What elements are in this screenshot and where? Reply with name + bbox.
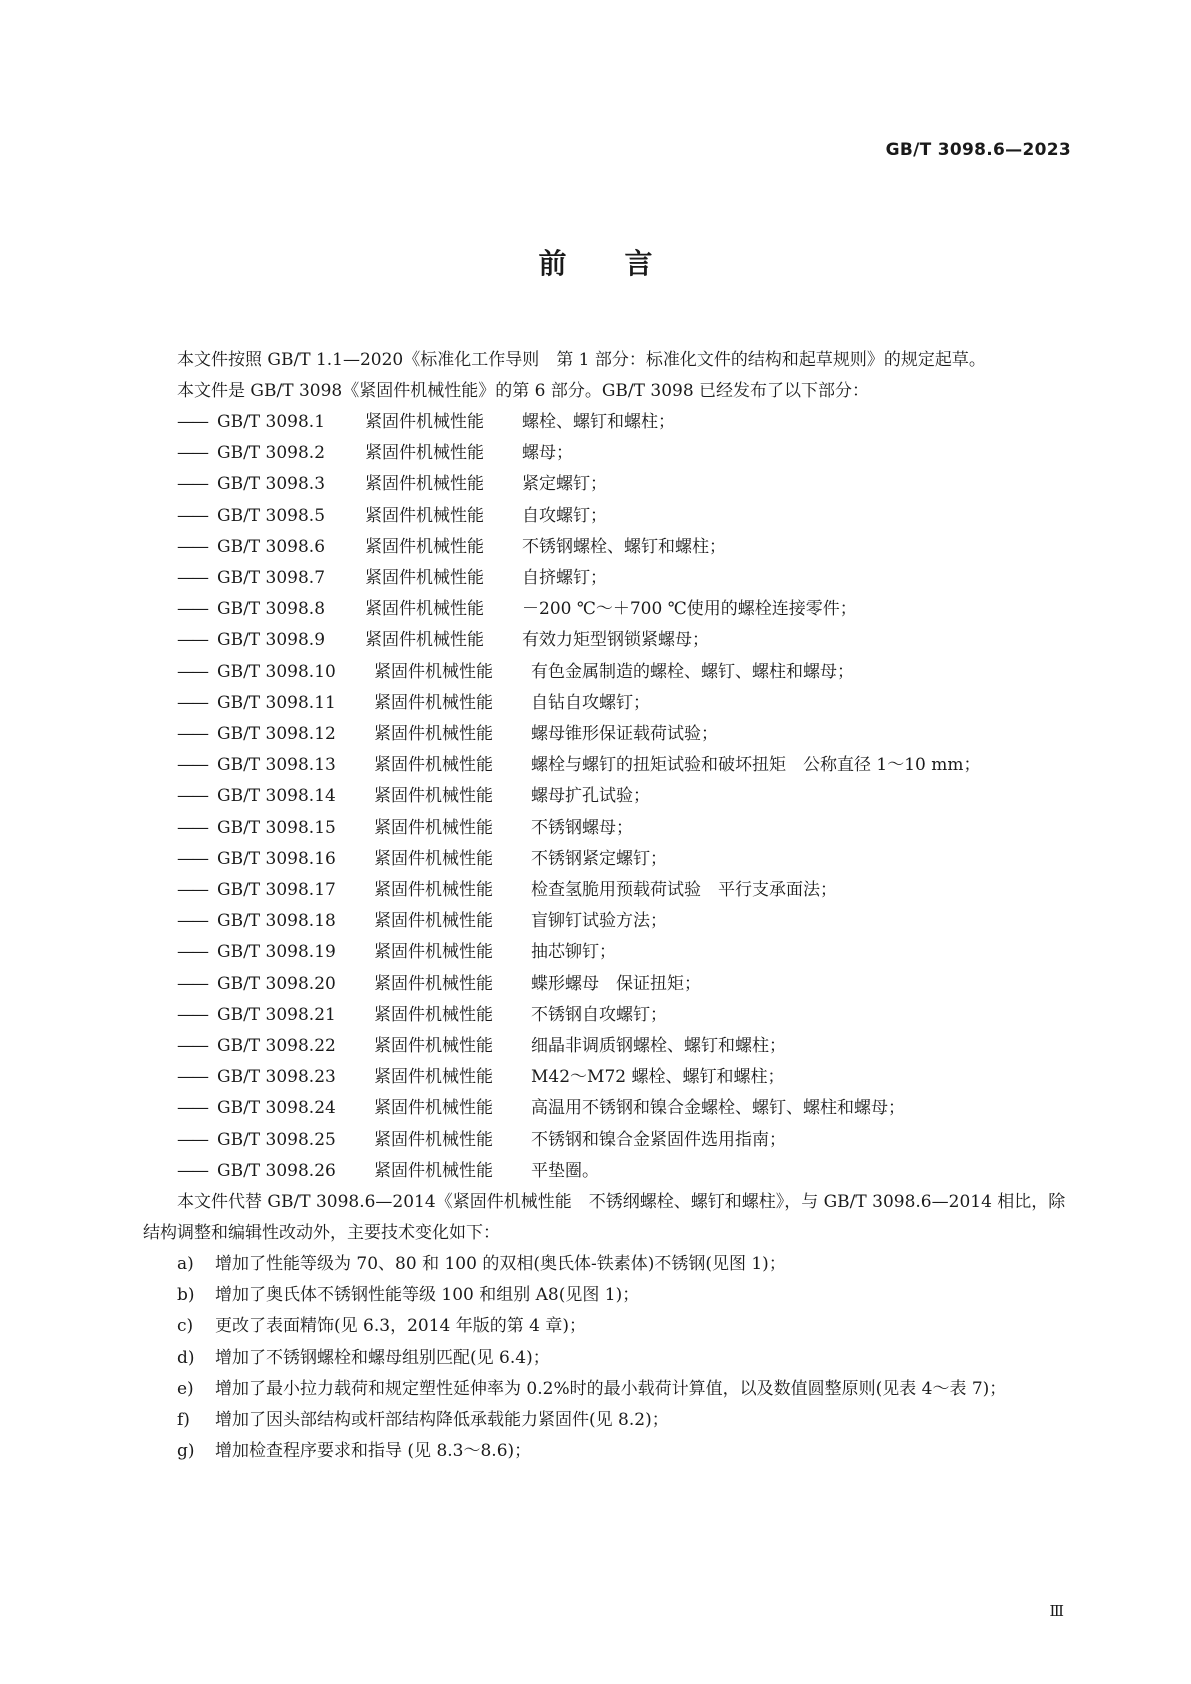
standard-part-code: GB/T 3098.5 bbox=[217, 505, 326, 526]
standard-part-code: GB/T 3098.18 bbox=[217, 911, 336, 932]
list-dash: —— bbox=[177, 661, 207, 682]
list-dash: —— bbox=[177, 443, 207, 464]
part-title: 细晶非调质钢螺栓、螺钉和螺柱； bbox=[531, 1036, 786, 1057]
part-title: 自钻自攻螺钉； bbox=[531, 692, 650, 713]
list-item bbox=[143, 532, 1068, 563]
part-category: 紧固件机械性能 bbox=[365, 599, 484, 620]
part-category: 紧固件机械性能 bbox=[365, 474, 484, 495]
list-dash: —— bbox=[177, 474, 207, 495]
list-item bbox=[143, 594, 1068, 625]
standard-part-code: GB/T 3098.23 bbox=[217, 1067, 336, 1088]
list-item bbox=[143, 1280, 1068, 1311]
change-label: b) bbox=[177, 1285, 195, 1306]
part-title: 螺母扩孔试验； bbox=[531, 786, 650, 807]
part-category: 紧固件机械性能 bbox=[374, 661, 493, 682]
part-title: 螺母； bbox=[522, 443, 573, 464]
standard-part-code: GB/T 3098.12 bbox=[217, 724, 336, 745]
part-category: 紧固件机械性能 bbox=[374, 1129, 493, 1150]
standard-part-code: GB/T 3098.22 bbox=[217, 1036, 336, 1057]
part-title: 不锈钢自攻螺钉； bbox=[531, 1004, 667, 1025]
list-dash: —— bbox=[177, 880, 207, 901]
part-category: 紧固件机械性能 bbox=[374, 1036, 493, 1057]
list-item bbox=[143, 813, 1068, 844]
part-category: 紧固件机械性能 bbox=[374, 724, 493, 745]
part-title: 不锈钢紧定螺钉； bbox=[531, 848, 667, 869]
change-text: 增加了不锈钢螺栓和螺母组别匹配(见 6.4)； bbox=[215, 1347, 550, 1368]
part-title: M42～M72 螺栓、螺钉和螺柱； bbox=[531, 1067, 785, 1088]
part-title: 平垫圈。 bbox=[531, 1160, 599, 1181]
standard-part-code: GB/T 3098.3 bbox=[217, 474, 326, 495]
change-text: 增加了性能等级为 70、80 和 100 的双相(奥氏体-铁素体)不锈钢(见图 1)； bbox=[215, 1254, 786, 1275]
standard-part-code: GB/T 3098.10 bbox=[217, 661, 336, 682]
part-category: 紧固件机械性能 bbox=[374, 817, 493, 838]
list-item bbox=[143, 937, 1068, 968]
part-title: 螺母锥形保证载荷试验； bbox=[531, 724, 718, 745]
part-title: 自挤螺钉； bbox=[522, 568, 607, 589]
part-title: 有效力矩型钢锁紧螺母； bbox=[522, 630, 709, 651]
standard-part-code: GB/T 3098.16 bbox=[217, 848, 336, 869]
part-category: 紧固件机械性能 bbox=[365, 568, 484, 589]
list-item bbox=[143, 438, 1068, 469]
list-dash: —— bbox=[177, 942, 207, 963]
change-label: d) bbox=[177, 1347, 195, 1368]
list-dash: —— bbox=[177, 505, 207, 526]
part-category: 紧固件机械性能 bbox=[374, 692, 493, 713]
part-category: 紧固件机械性能 bbox=[374, 1160, 493, 1181]
change-label: f) bbox=[177, 1410, 190, 1431]
list-item bbox=[143, 1343, 1068, 1374]
part-category: 紧固件机械性能 bbox=[365, 505, 484, 526]
part-title: 不锈钢螺栓、螺钉和螺柱； bbox=[522, 536, 726, 557]
list-item bbox=[143, 1249, 1068, 1280]
standard-part-code: GB/T 3098.14 bbox=[217, 786, 336, 807]
list-dash: —— bbox=[177, 630, 207, 651]
part-title: 高温用不锈钢和镍合金螺栓、螺钉、螺柱和螺母； bbox=[531, 1098, 905, 1119]
part-category: 紧固件机械性能 bbox=[374, 848, 493, 869]
standard-part-code: GB/T 3098.21 bbox=[217, 1004, 336, 1025]
list-item bbox=[143, 1374, 1068, 1405]
standard-part-code: GB/T 3098.15 bbox=[217, 817, 336, 838]
part-title: 紧定螺钉； bbox=[522, 474, 607, 495]
part-category: 紧固件机械性能 bbox=[374, 880, 493, 901]
standard-part-code: GB/T 3098.26 bbox=[217, 1160, 336, 1181]
list-dash: —— bbox=[177, 412, 207, 432]
list-item bbox=[143, 1436, 1068, 1467]
standard-code: GB/T 3098.6—2023 bbox=[885, 140, 1071, 160]
list-item bbox=[143, 1062, 1068, 1093]
changes-list bbox=[143, 1249, 1068, 1467]
list-dash: —— bbox=[177, 1098, 207, 1119]
standard-part-code: GB/T 3098.11 bbox=[217, 692, 336, 713]
change-text: 增加了最小拉力载荷和规定塑性延伸率为 0.2%时的最小载荷计算值，以及数值圆整原则(见表 4～表 7)； bbox=[215, 1378, 1007, 1399]
standard-part-code: GB/T 3098.6 bbox=[217, 536, 326, 557]
list-item bbox=[143, 469, 1068, 500]
part-category: 紧固件机械性能 bbox=[365, 630, 484, 651]
change-label: c) bbox=[177, 1316, 194, 1337]
part-title: 不锈钢和镍合金紧固件选用指南； bbox=[531, 1129, 786, 1150]
replacement-paragraph: 本文件代替 GB/T 3098.6—2014《紧固件机械性能 不锈纲螺栓、螺钉和螺柱》，与 GB/T 3098.6—2014 相比，除结构调整和编辑性改动外，主要技术变化如下： bbox=[143, 1192, 1066, 1244]
list-dash: —— bbox=[177, 536, 207, 557]
list-dash: —— bbox=[177, 848, 207, 869]
page-title: 前言 bbox=[538, 247, 711, 280]
standard-part-code: GB/T 3098.20 bbox=[217, 973, 336, 994]
change-text: 更改了表面精饰(见 6.3，2014 年版的第 4 章)； bbox=[215, 1316, 586, 1337]
list-item bbox=[143, 719, 1068, 750]
parts-list bbox=[143, 407, 1068, 1187]
list-dash: —— bbox=[177, 1129, 207, 1150]
list-dash: —— bbox=[177, 1004, 207, 1025]
list-dash: —— bbox=[177, 1067, 207, 1088]
change-label: g) bbox=[177, 1441, 195, 1462]
list-item bbox=[143, 969, 1068, 1000]
list-item bbox=[143, 407, 1068, 438]
part-category: 紧固件机械性能 bbox=[374, 911, 493, 932]
list-item bbox=[143, 1125, 1068, 1156]
list-item bbox=[143, 906, 1068, 937]
standard-part-code: GB/T 3098.1 bbox=[217, 412, 326, 432]
change-text: 增加了因头部结构或杆部结构降低承载能力紧固件(见 8.2)； bbox=[215, 1410, 669, 1431]
standard-part-code: GB/T 3098.9 bbox=[217, 630, 326, 651]
list-item bbox=[143, 875, 1068, 906]
standard-part-code: GB/T 3098.7 bbox=[217, 568, 326, 589]
page-number: Ⅲ bbox=[1049, 1602, 1064, 1620]
intro-paragraph-1: 本文件按照 GB/T 1.1—2020《标准化工作导则 第 1 部分：标准化文件的结构和起草规则》的规定起草。 bbox=[177, 350, 986, 370]
list-item bbox=[143, 1405, 1068, 1436]
part-title: 抽芯铆钉； bbox=[531, 942, 616, 963]
standard-part-code: GB/T 3098.17 bbox=[217, 880, 336, 901]
change-text: 增加检查程序要求和指导 (见 8.3～8.6)； bbox=[215, 1441, 532, 1462]
list-item bbox=[143, 1000, 1068, 1031]
list-dash: —— bbox=[177, 973, 207, 994]
standard-part-code: GB/T 3098.13 bbox=[217, 755, 336, 776]
list-dash: —— bbox=[177, 568, 207, 589]
part-category: 紧固件机械性能 bbox=[374, 942, 493, 963]
part-title: 蝶形螺母 保证扭矩； bbox=[531, 973, 701, 994]
part-title: 自攻螺钉； bbox=[522, 505, 607, 526]
list-item bbox=[143, 625, 1068, 656]
list-dash: —— bbox=[177, 786, 207, 807]
list-item bbox=[143, 1093, 1068, 1124]
part-category: 紧固件机械性能 bbox=[365, 412, 484, 432]
list-item bbox=[143, 781, 1068, 812]
change-text: 增加了奥氏体不锈钢性能等级 100 和组别 A8(见图 1)； bbox=[215, 1285, 640, 1306]
list-dash: —— bbox=[177, 755, 207, 776]
list-dash: —— bbox=[177, 1160, 207, 1181]
part-category: 紧固件机械性能 bbox=[374, 1004, 493, 1025]
list-item bbox=[143, 563, 1068, 594]
part-category: 紧固件机械性能 bbox=[374, 1067, 493, 1088]
list-item bbox=[143, 657, 1068, 688]
list-item bbox=[143, 501, 1068, 532]
list-item bbox=[143, 1156, 1068, 1187]
list-dash: —— bbox=[177, 1036, 207, 1057]
list-item bbox=[143, 1031, 1068, 1062]
part-title: 检查氢脆用预载荷试验 平行支承面法； bbox=[531, 880, 837, 901]
part-title: 不锈钢螺母； bbox=[531, 817, 633, 838]
list-item bbox=[143, 688, 1068, 719]
standard-part-code: GB/T 3098.2 bbox=[217, 443, 326, 464]
list-item bbox=[143, 750, 1068, 781]
standard-part-code: GB/T 3098.8 bbox=[217, 599, 326, 620]
standard-part-code: GB/T 3098.24 bbox=[217, 1098, 336, 1119]
list-dash: —— bbox=[177, 692, 207, 713]
part-category: 紧固件机械性能 bbox=[374, 1098, 493, 1119]
part-category: 紧固件机械性能 bbox=[374, 973, 493, 994]
part-category: 紧固件机械性能 bbox=[374, 755, 493, 776]
list-item bbox=[143, 1311, 1068, 1342]
part-title: 有色金属制造的螺栓、螺钉、螺柱和螺母； bbox=[531, 661, 854, 682]
part-title: －200 ℃～＋700 ℃使用的螺栓连接零件； bbox=[522, 599, 857, 620]
change-label: a) bbox=[177, 1254, 194, 1275]
part-category: 紧固件机械性能 bbox=[365, 536, 484, 557]
part-title: 盲铆钉试验方法； bbox=[531, 911, 667, 932]
list-item bbox=[143, 844, 1068, 875]
list-dash: —— bbox=[177, 599, 207, 620]
intro-paragraph-2: 本文件是 GB/T 3098《紧固件机械性能》的第 6 部分。GB/T 3098 已经发布了以下部分： bbox=[177, 381, 870, 401]
list-dash: —— bbox=[177, 911, 207, 932]
change-label: e) bbox=[177, 1378, 194, 1399]
list-dash: —— bbox=[177, 724, 207, 745]
document-body bbox=[143, 345, 1068, 1468]
part-title: 螺栓、螺钉和螺柱； bbox=[522, 412, 675, 432]
part-title: 螺栓与螺钉的扭矩试验和破坏扭矩 公称直径 1～10 mm； bbox=[531, 755, 981, 776]
standard-part-code: GB/T 3098.19 bbox=[217, 942, 336, 963]
part-category: 紧固件机械性能 bbox=[365, 443, 484, 464]
standard-part-code: GB/T 3098.25 bbox=[217, 1129, 336, 1150]
list-dash: —— bbox=[177, 817, 207, 838]
part-category: 紧固件机械性能 bbox=[374, 786, 493, 807]
